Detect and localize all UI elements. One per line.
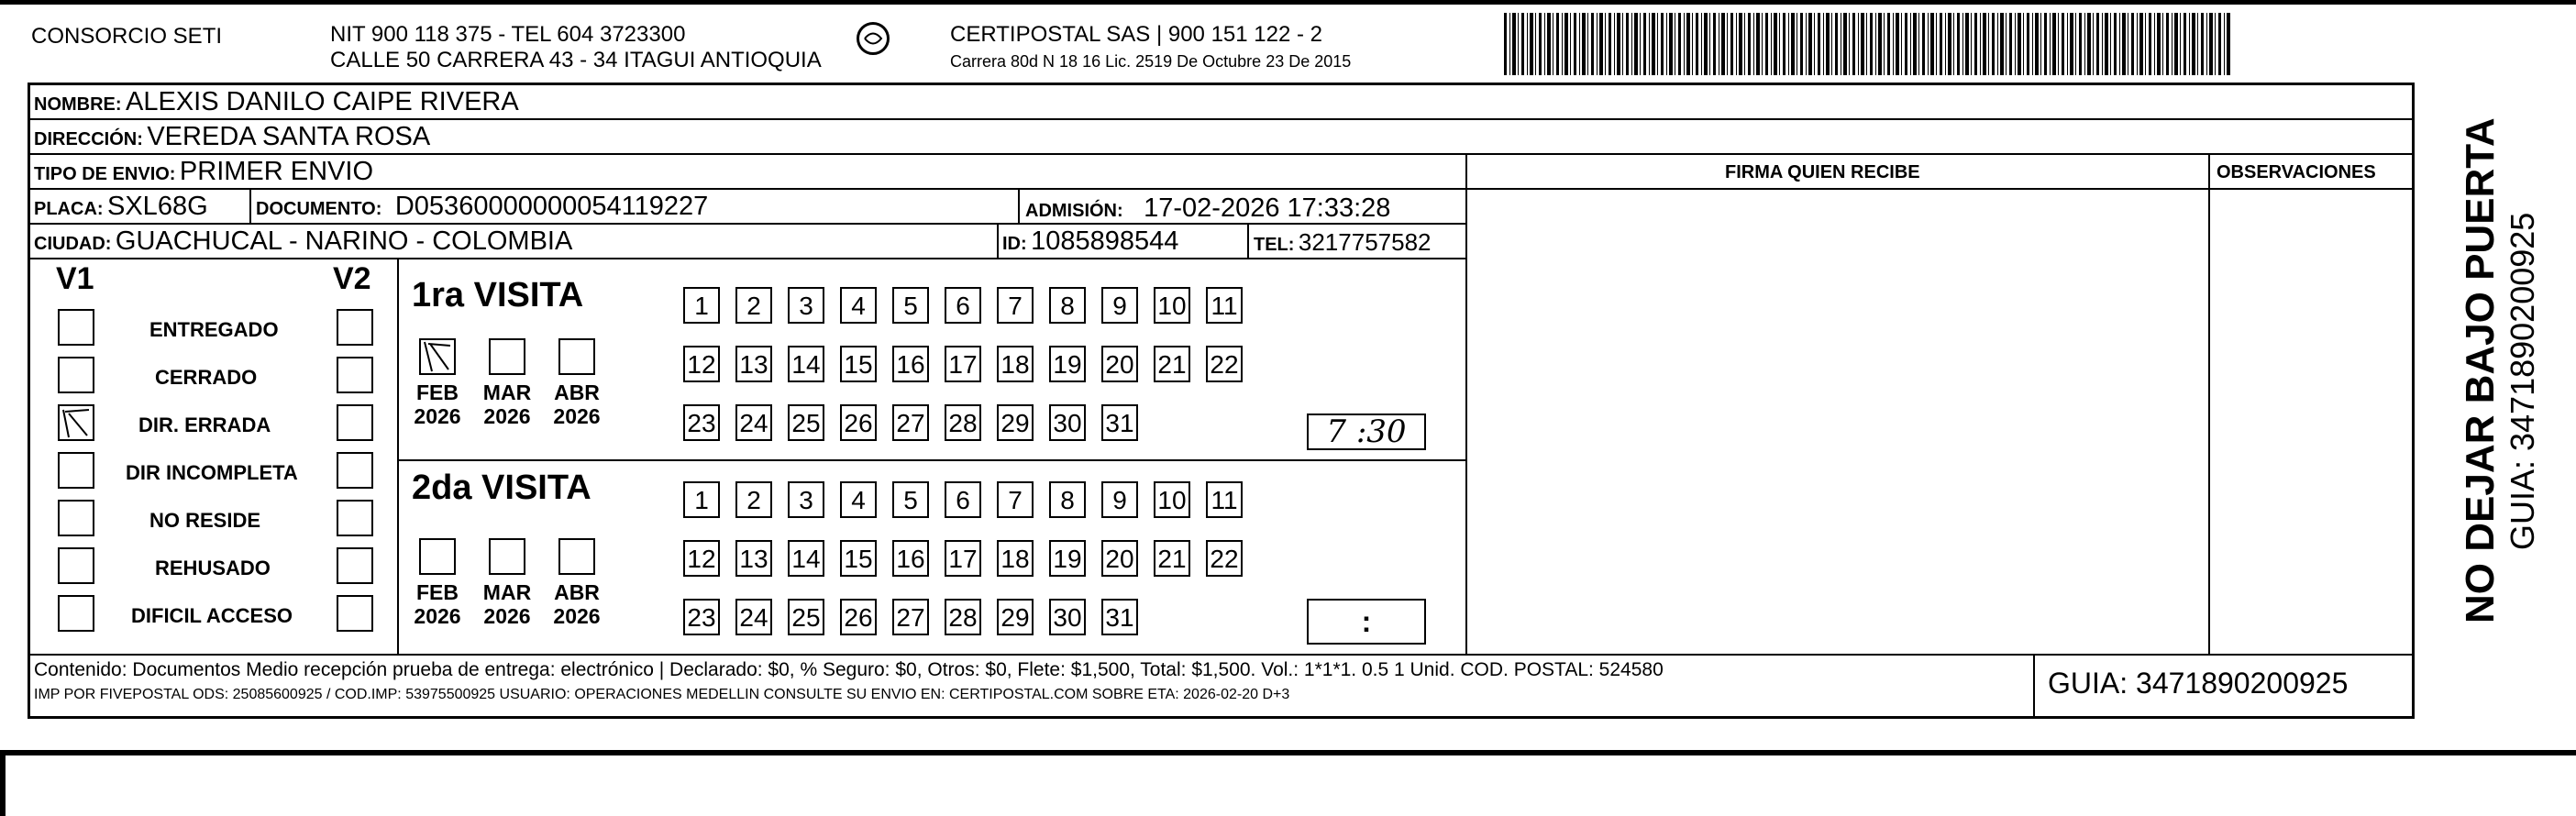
tipo-value: PRIMER ENVIO [179, 157, 374, 186]
day-box[interactable]: 9 [1101, 287, 1138, 324]
day-box[interactable]: 20 [1101, 540, 1138, 577]
footer-imp: IMP POR FIVEPOSTAL ODS: 25085600925 / COD.IMP: 53975500925 USUARIO: OPERACIONES MEDELLIN CONSULTE SU ENVIO EN: CERTIPOSTAL.COM SOBRE ETA: 2026-02-20 D+3 [34, 687, 1290, 702]
month-label-feb: FEB 2026 [414, 580, 461, 628]
direccion-label: DIRECCIÓN: [34, 129, 143, 149]
day-box[interactable]: 15 [840, 540, 877, 577]
row-divider [30, 258, 1465, 259]
day-box[interactable]: 4 [840, 481, 877, 518]
day-box[interactable]: 23 [683, 404, 720, 441]
day-box[interactable]: 25 [788, 599, 824, 635]
col-divider [2033, 654, 2035, 716]
bottom-left-border [0, 750, 6, 816]
day-box[interactable]: 28 [945, 599, 981, 635]
day-box[interactable]: 14 [788, 540, 824, 577]
day-box[interactable]: 22 [1206, 346, 1243, 382]
day-box[interactable]: 21 [1154, 346, 1190, 382]
ciudad-value: GUACHUCAL - NARINO - COLOMBIA [115, 226, 573, 256]
checkmark-icon [60, 406, 93, 439]
v1-header: V1 [56, 261, 94, 296]
col-divider [1465, 153, 1467, 654]
day-box[interactable]: 18 [997, 346, 1034, 382]
license-line: Carrera 80d N 18 16 Lic. 2519 De Octubre 23 De 2015 [950, 52, 1352, 71]
col-divider [1247, 223, 1249, 258]
day-box[interactable]: 8 [1049, 481, 1086, 518]
month-box-feb[interactable] [419, 538, 456, 575]
day-box[interactable]: 3 [788, 287, 824, 324]
row-divider [30, 654, 2412, 656]
day-box[interactable]: 11 [1206, 481, 1243, 518]
address-line: CALLE 50 CARRERA 43 - 34 ITAGUI ANTIOQUIA [330, 48, 822, 72]
day-box[interactable]: 16 [892, 540, 929, 577]
no-dejar-bajo-puerta: NO DEJAR BAJO PUERTA [2458, 117, 2503, 623]
first-visit-title: 1ra VISITA [412, 276, 584, 314]
certipostal-logo-icon [857, 22, 890, 55]
day-box[interactable]: 29 [997, 599, 1034, 635]
status-rehusado: REHUSADO [155, 557, 271, 579]
day-box[interactable]: 19 [1049, 346, 1086, 382]
admision-label: ADMISIÓN: [1025, 201, 1123, 221]
v2-header: V2 [333, 261, 371, 296]
month-label-mar: MAR 2026 [482, 380, 532, 428]
tel-label: TEL: [1254, 235, 1295, 255]
day-box[interactable]: 9 [1101, 481, 1138, 518]
day-box[interactable]: 16 [892, 346, 929, 382]
day-box[interactable]: 30 [1049, 599, 1086, 635]
status-dir-incompleta: DIR INCOMPLETA [126, 461, 298, 484]
nombre-label: NOMBRE: [34, 94, 122, 115]
day-box[interactable]: 7 [997, 481, 1034, 518]
day-box[interactable]: 17 [945, 540, 981, 577]
day-box[interactable]: 1 [683, 481, 720, 518]
top-border [0, 0, 2576, 5]
day-box[interactable]: 21 [1154, 540, 1190, 577]
barcode [1504, 13, 2230, 75]
v2-checkbox[interactable] [337, 500, 373, 536]
day-box[interactable]: 12 [683, 346, 720, 382]
day-box[interactable]: 26 [840, 599, 877, 635]
nombre-value: ALEXIS DANILO CAIPE RIVERA [126, 87, 519, 116]
day-box[interactable]: 2 [735, 287, 772, 324]
day-box[interactable]: 27 [892, 599, 929, 635]
day-box[interactable]: 18 [997, 540, 1034, 577]
month-box-feb[interactable] [419, 338, 456, 375]
day-box[interactable]: 1 [683, 287, 720, 324]
second-visit-time[interactable]: : [1307, 599, 1426, 645]
day-box[interactable]: 31 [1101, 404, 1138, 441]
second-visit-title: 2da VISITA [412, 469, 591, 507]
status-no-reside: NO RESIDE [149, 509, 261, 532]
month-box-abr[interactable] [558, 338, 595, 375]
day-box[interactable]: 5 [892, 481, 929, 518]
status-entregado: ENTREGADO [149, 318, 279, 341]
bottom-border [0, 750, 2576, 755]
day-box[interactable]: 6 [945, 481, 981, 518]
day-box[interactable]: 10 [1154, 481, 1190, 518]
month-label-mar: MAR 2026 [482, 580, 532, 628]
day-box[interactable]: 15 [840, 346, 877, 382]
side-guia: GUIA: 3471890200925 [2504, 212, 2541, 550]
month-box-mar[interactable] [489, 538, 525, 575]
tel-value: 3217757582 [1298, 228, 1432, 256]
col-divider [397, 258, 399, 654]
v2-checkbox[interactable] [337, 452, 373, 489]
day-box[interactable]: 20 [1101, 346, 1138, 382]
col-divider [997, 223, 999, 258]
day-box[interactable]: 30 [1049, 404, 1086, 441]
placa-value: SXL68G [107, 192, 208, 221]
documento-label: DOCUMENTO: [256, 199, 382, 219]
day-box[interactable]: 6 [945, 287, 981, 324]
v1-checkbox[interactable] [58, 404, 94, 441]
day-box[interactable]: 7 [997, 287, 1034, 324]
day-box[interactable]: 25 [788, 404, 824, 441]
status-dificil-acceso: DIFICIL ACCESO [131, 604, 293, 627]
company-name: CONSORCIO SETI [31, 24, 223, 49]
day-box[interactable]: 11 [1206, 287, 1243, 324]
day-box[interactable]: 24 [735, 404, 772, 441]
v2-checkbox[interactable] [337, 595, 373, 632]
day-box[interactable]: 14 [788, 346, 824, 382]
v1-checkbox[interactable] [58, 547, 94, 584]
day-box[interactable]: 26 [840, 404, 877, 441]
day-box[interactable]: 29 [997, 404, 1034, 441]
day-box[interactable]: 12 [683, 540, 720, 577]
certipostal-line: CERTIPOSTAL SAS | 900 151 122 - 2 [950, 22, 1322, 47]
col-divider [249, 188, 251, 223]
day-box[interactable]: 28 [945, 404, 981, 441]
admision-value: 17-02-2026 17:33:28 [1144, 193, 1391, 223]
row-divider [30, 118, 2412, 120]
nit-line: NIT 900 118 375 - TEL 604 3723300 [330, 22, 686, 47]
day-box[interactable]: 13 [735, 346, 772, 382]
day-box[interactable]: 10 [1154, 287, 1190, 324]
v2-checkbox[interactable] [337, 309, 373, 346]
month-label-abr: ABR 2026 [553, 380, 601, 428]
v2-checkbox[interactable] [337, 547, 373, 584]
day-box[interactable]: 23 [683, 599, 720, 635]
v1-checkbox[interactable] [58, 309, 94, 346]
row-divider [30, 188, 2412, 190]
day-box[interactable]: 8 [1049, 287, 1086, 324]
day-box[interactable]: 13 [735, 540, 772, 577]
documento-value: D05360000000054119227 [394, 192, 709, 221]
day-box[interactable]: 19 [1049, 540, 1086, 577]
day-box[interactable]: 24 [735, 599, 772, 635]
tipo-label: TIPO DE ENVIO: [34, 164, 176, 184]
v1-checkbox[interactable] [58, 452, 94, 489]
status-dir-errada: DIR. ERRADA [138, 414, 271, 436]
month-box-mar[interactable] [489, 338, 525, 375]
firma-header: FIRMA QUIEN RECIBE [1725, 162, 1920, 182]
day-box[interactable]: 17 [945, 346, 981, 382]
row-divider [30, 153, 2412, 155]
id-label: ID: [1002, 234, 1027, 254]
v1-checkbox[interactable] [58, 500, 94, 536]
delivery-form [28, 83, 2415, 719]
day-box[interactable]: 31 [1101, 599, 1138, 635]
col-divider [2208, 153, 2210, 654]
v2-checkbox[interactable] [337, 404, 373, 441]
month-box-abr[interactable] [558, 538, 595, 575]
id-value: 1085898544 [1031, 226, 1179, 256]
day-box[interactable]: 2 [735, 481, 772, 518]
col-divider [1018, 188, 1020, 223]
day-box[interactable]: 22 [1206, 540, 1243, 577]
v2-checkbox[interactable] [337, 357, 373, 393]
ciudad-label: CIUDAD: [34, 234, 112, 254]
status-cerrado: CERRADO [155, 366, 258, 389]
direccion-value: VEREDA SANTA ROSA [147, 122, 431, 151]
month-label-feb: FEB 2026 [414, 380, 461, 428]
day-box[interactable]: 3 [788, 481, 824, 518]
day-box[interactable]: 27 [892, 404, 929, 441]
footer-contenido: Contenido: Documentos Medio recepción prueba de entrega: electrónico | Declarado: $0, % Seguro: $0, Otros: $0, Flete: $1,500, Total: $1,500. Vol.: 1*1*1. 0.5 1 Unid. COD. POSTAL: 524580 [34, 659, 1664, 680]
day-box[interactable]: 5 [892, 287, 929, 324]
month-label-abr: ABR 2026 [553, 580, 601, 628]
placa-label: PLACA: [34, 199, 104, 219]
day-box[interactable]: 4 [840, 287, 877, 324]
observaciones-header: OBSERVACIONES [2217, 162, 2376, 182]
footer-guia: GUIA: 3471890200925 [2048, 667, 2349, 700]
v1-checkbox[interactable] [58, 595, 94, 632]
v1-checkbox[interactable] [58, 357, 94, 393]
checkmark-icon [421, 340, 454, 373]
row-divider [397, 459, 1465, 461]
first-visit-time[interactable]: 7 :30 [1307, 414, 1426, 450]
